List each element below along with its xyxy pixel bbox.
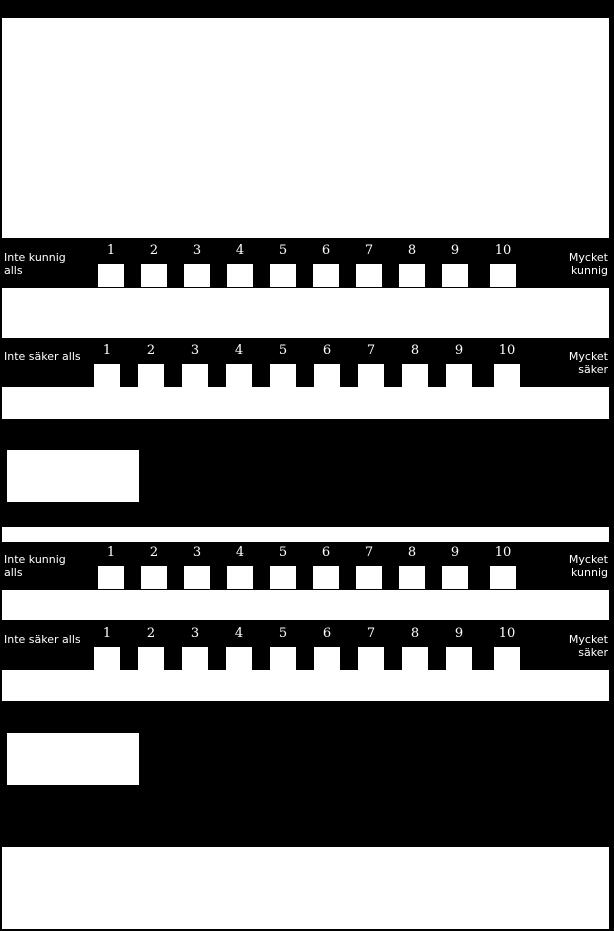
rating-box-4[interactable] xyxy=(225,646,253,671)
scale-number: 7 xyxy=(364,243,374,258)
rating-box-6[interactable] xyxy=(313,646,341,671)
scale-number: 10 xyxy=(494,545,512,560)
rating-box-2[interactable] xyxy=(140,565,168,590)
scale-number: 7 xyxy=(366,343,376,358)
rating-box-2[interactable] xyxy=(137,363,165,388)
confidence-scale-1 xyxy=(0,344,614,388)
scale-number: 7 xyxy=(364,545,374,560)
knowledge-scale-2 xyxy=(0,546,614,590)
scale-number: 2 xyxy=(146,626,156,641)
question-panel-2 xyxy=(2,847,609,929)
knowledge-right-label: Mycket kunnig xyxy=(568,251,608,277)
rating-box-10[interactable] xyxy=(489,263,517,288)
rating-box-5[interactable] xyxy=(269,646,297,671)
scale-number: 1 xyxy=(102,343,112,358)
confidence-right-label: Mycket säker xyxy=(568,633,608,659)
scale-number: 1 xyxy=(102,626,112,641)
rating-box-3[interactable] xyxy=(183,263,211,288)
scale-number: 5 xyxy=(278,545,288,560)
confidence-right-label: Mycket säker xyxy=(568,350,608,376)
rating-box-8[interactable] xyxy=(398,263,426,288)
rating-box-7[interactable] xyxy=(357,646,385,671)
rating-box-7[interactable] xyxy=(355,263,383,288)
knowledge-left-label: Inte kunnig alls xyxy=(4,251,66,277)
scale-number: 4 xyxy=(235,243,245,258)
rating-box-10[interactable] xyxy=(493,363,521,388)
scale-number: 7 xyxy=(366,626,376,641)
rating-box-9[interactable] xyxy=(441,263,469,288)
rating-box-4[interactable] xyxy=(225,363,253,388)
rating-box-6[interactable] xyxy=(312,263,340,288)
image-box xyxy=(7,733,139,785)
scale-number: 10 xyxy=(498,626,516,641)
scale-number: 2 xyxy=(149,545,159,560)
rating-box-10[interactable] xyxy=(489,565,517,590)
scale-number: 3 xyxy=(190,626,200,641)
knowledge-right-label: Mycket kunnig xyxy=(568,553,608,579)
scale-number: 10 xyxy=(498,343,516,358)
text-panel xyxy=(2,590,609,620)
rating-box-2[interactable] xyxy=(140,263,168,288)
scale-number: 8 xyxy=(410,626,420,641)
scale-number: 5 xyxy=(278,343,288,358)
scale-number: 3 xyxy=(192,545,202,560)
scale-number: 6 xyxy=(321,545,331,560)
rating-box-8[interactable] xyxy=(398,565,426,590)
rating-box-4[interactable] xyxy=(226,263,254,288)
rating-box-7[interactable] xyxy=(355,565,383,590)
rating-box-8[interactable] xyxy=(401,363,429,388)
rating-box-1[interactable] xyxy=(97,565,125,590)
scale-number: 6 xyxy=(322,626,332,641)
scale-number: 3 xyxy=(192,243,202,258)
rating-box-1[interactable] xyxy=(93,363,121,388)
rating-box-3[interactable] xyxy=(181,363,209,388)
text-panel xyxy=(2,387,609,419)
scale-number: 1 xyxy=(106,243,116,258)
scale-number: 3 xyxy=(190,343,200,358)
scale-number: 10 xyxy=(494,243,512,258)
confidence-scale-2 xyxy=(0,627,614,671)
rating-box-5[interactable] xyxy=(269,263,297,288)
text-panel xyxy=(2,288,609,338)
knowledge-left-label: Inte kunnig alls xyxy=(4,553,66,579)
scale-number: 8 xyxy=(407,545,417,560)
scale-number: 2 xyxy=(149,243,159,258)
scale-number: 8 xyxy=(410,343,420,358)
scale-number: 4 xyxy=(234,343,244,358)
image-box xyxy=(7,450,139,502)
scale-number: 5 xyxy=(278,243,288,258)
scale-number: 9 xyxy=(450,545,460,560)
rating-box-7[interactable] xyxy=(357,363,385,388)
scale-number: 6 xyxy=(321,243,331,258)
rating-box-9[interactable] xyxy=(441,565,469,590)
confidence-left-label: Inte säker alls xyxy=(4,633,81,646)
divider-panel xyxy=(2,527,609,542)
text-panel xyxy=(2,670,609,701)
scale-number: 4 xyxy=(234,626,244,641)
scale-number: 9 xyxy=(454,626,464,641)
rating-box-3[interactable] xyxy=(181,646,209,671)
rating-box-8[interactable] xyxy=(401,646,429,671)
confidence-left-label: Inte säker alls xyxy=(4,350,81,363)
rating-box-9[interactable] xyxy=(445,363,473,388)
rating-box-4[interactable] xyxy=(226,565,254,590)
rating-box-5[interactable] xyxy=(269,363,297,388)
scale-number: 5 xyxy=(278,626,288,641)
question-panel-1 xyxy=(2,18,609,238)
rating-box-2[interactable] xyxy=(137,646,165,671)
scale-number: 4 xyxy=(235,545,245,560)
rating-box-10[interactable] xyxy=(493,646,521,671)
scale-number: 9 xyxy=(450,243,460,258)
scale-number: 9 xyxy=(454,343,464,358)
scale-number: 2 xyxy=(146,343,156,358)
rating-box-6[interactable] xyxy=(312,565,340,590)
rating-box-5[interactable] xyxy=(269,565,297,590)
scale-number: 1 xyxy=(106,545,116,560)
rating-box-3[interactable] xyxy=(183,565,211,590)
scale-number: 6 xyxy=(322,343,332,358)
rating-box-9[interactable] xyxy=(445,646,473,671)
rating-box-1[interactable] xyxy=(97,263,125,288)
knowledge-scale-1 xyxy=(0,244,614,288)
rating-box-1[interactable] xyxy=(93,646,121,671)
scale-number: 8 xyxy=(407,243,417,258)
rating-box-6[interactable] xyxy=(313,363,341,388)
